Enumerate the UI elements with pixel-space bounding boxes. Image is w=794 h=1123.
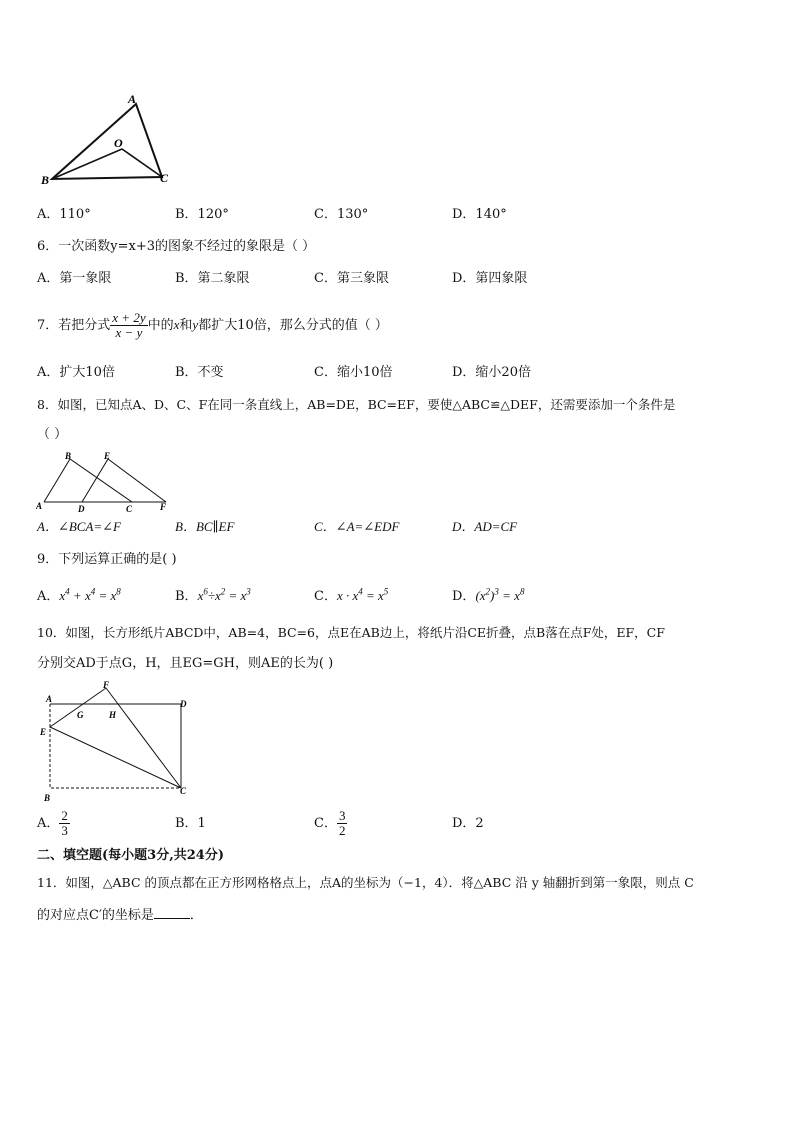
q10-option-c-num: 3 — [338, 808, 346, 823]
q7-fraction — [110, 311, 147, 340]
q7-fraction-den: x − y — [115, 325, 143, 340]
q10-option-a[interactable] — [37, 805, 70, 843]
q10-stem-line1: 10．如图，长方形纸片ABCD中，AB=4，BC=6，点E在AB边上，将纸片沿CE折叠，点B落在点F处，EF，CF — [37, 625, 665, 640]
q7-fraction-num: x + 2y — [112, 310, 146, 325]
q7-option-c[interactable]: C．缩小10倍 — [314, 365, 393, 380]
label-f: F — [103, 680, 110, 690]
triangle-abc-figure — [40, 90, 180, 190]
q7-option-d[interactable]: D．缩小20倍 — [452, 365, 531, 380]
q11-stem-line2 — [37, 905, 203, 925]
label-c: C — [160, 171, 169, 185]
label-a: A — [128, 92, 137, 106]
q11-line2-pre: 的对应点C′的坐标是 — [37, 908, 154, 923]
q10-option-b[interactable]: B．1 — [175, 816, 206, 831]
q8-option-d[interactable]: D．AD=CF — [452, 519, 518, 534]
label-b: B — [41, 173, 50, 187]
label-c: C — [126, 504, 133, 514]
q10-option-c-fraction — [337, 809, 348, 838]
q5-option-a[interactable]: A．110° — [37, 207, 91, 222]
q7-var-x: x — [173, 317, 180, 332]
q11-stem-line1: 11．如图，△ABC 的顶点都在正方形网格格点上，点A的坐标为（−1，4）．将△ABC 沿 y 轴翻折到第一象限，则点 C — [37, 875, 694, 890]
q7-post: 都扩大10倍，那么分式的值（ ） — [198, 318, 388, 333]
answer-blank[interactable] — [154, 905, 190, 919]
label-c: C — [180, 786, 187, 796]
q7-pre: 7．若把分式 — [37, 318, 111, 333]
label-b: B — [65, 451, 72, 461]
label-h: H — [109, 710, 117, 720]
label-b: B — [44, 793, 51, 803]
q8-option-c[interactable]: C．∠A=∠EDF — [314, 519, 400, 534]
q10-option-a-label: A． — [37, 816, 60, 831]
q9-option-c-label: C． — [314, 589, 337, 604]
q7-option-b[interactable]: B．不变 — [175, 365, 224, 380]
q6-stem: 6．一次函数y=x+3的图象不经过的象限是（ ） — [37, 239, 316, 254]
label-a: A — [36, 501, 43, 511]
q7-mid1: 中的 — [147, 318, 174, 333]
label-e: E — [104, 451, 111, 461]
q7-option-a[interactable]: A．扩大10倍 — [37, 365, 115, 380]
q8-stem-line2: （ ） — [37, 427, 68, 442]
label-d: D — [180, 699, 187, 709]
q10-option-a-fraction — [59, 809, 70, 838]
q5-option-c[interactable]: C．130° — [314, 207, 369, 222]
q6-option-a[interactable]: A．第一象限 — [37, 271, 112, 286]
q6-option-d[interactable]: D．第四象限 — [452, 271, 528, 286]
q9-option-c-expr: $x \cdot x^4 = x^5$ — [336, 586, 389, 603]
q9-option-c[interactable] — [314, 587, 388, 606]
q11-line2-post: ． — [189, 908, 203, 923]
label-o: O — [114, 136, 123, 150]
q8-option-b[interactable]: B．BC∥EF — [175, 519, 235, 534]
label-g: G — [77, 710, 84, 720]
q9-option-b-expr: $x^6\div x^2 = x^3$ — [197, 586, 251, 603]
label-e: E — [40, 727, 47, 737]
q5-option-b[interactable]: B．120° — [175, 207, 229, 222]
q7-var-y: y — [192, 317, 199, 332]
q8-stem-line1: 8．如图，已知点A、D、C、F在同一条直线上，AB=DE，BC=EF，要使△ABC≌△DEF，还需要添加一个条件是 — [37, 397, 676, 412]
q9-stem: 9．下列运算正确的是( ) — [37, 552, 177, 567]
q9-option-b[interactable] — [175, 587, 251, 606]
q9-option-a-expr: $x^4 + x^4 = x^8$ — [59, 586, 121, 603]
section-heading: 二、填空题(每小题3分,共24分) — [37, 848, 224, 863]
q6-option-b[interactable]: B．第二象限 — [175, 271, 250, 286]
q9-option-d-label: D． — [452, 589, 476, 604]
two-triangles-figure — [36, 450, 172, 514]
q9-option-d-expr: $(x^2)^3 = x^8$ — [475, 586, 525, 603]
label-d: D — [78, 504, 85, 514]
q9-option-a-label: A． — [37, 589, 60, 604]
q6-option-c[interactable]: C．第三象限 — [314, 271, 389, 286]
q5-option-d[interactable]: D．140° — [452, 207, 507, 222]
q10-option-d[interactable]: D．2 — [452, 816, 484, 831]
q8-option-a[interactable]: A．∠BCA=∠F — [37, 519, 121, 534]
q7-mid2: 和 — [179, 318, 193, 333]
q9-option-b-label: B． — [175, 589, 198, 604]
q10-stem-line2: 分别交AD于点G，H，且EG=GH，则AE的长为( ) — [37, 656, 334, 671]
q10-option-c-den: 2 — [338, 823, 346, 838]
q9-option-d[interactable] — [452, 587, 524, 606]
q7-stem — [37, 305, 388, 346]
q10-option-c[interactable] — [314, 805, 347, 843]
label-f: F — [160, 502, 167, 512]
q10-option-a-num: 2 — [61, 808, 68, 823]
q10-option-a-den: 3 — [61, 823, 68, 838]
label-a: A — [46, 694, 53, 704]
q10-option-c-label: C． — [314, 816, 337, 831]
folded-rectangle-figure — [36, 680, 196, 805]
q9-option-a[interactable] — [37, 587, 121, 606]
